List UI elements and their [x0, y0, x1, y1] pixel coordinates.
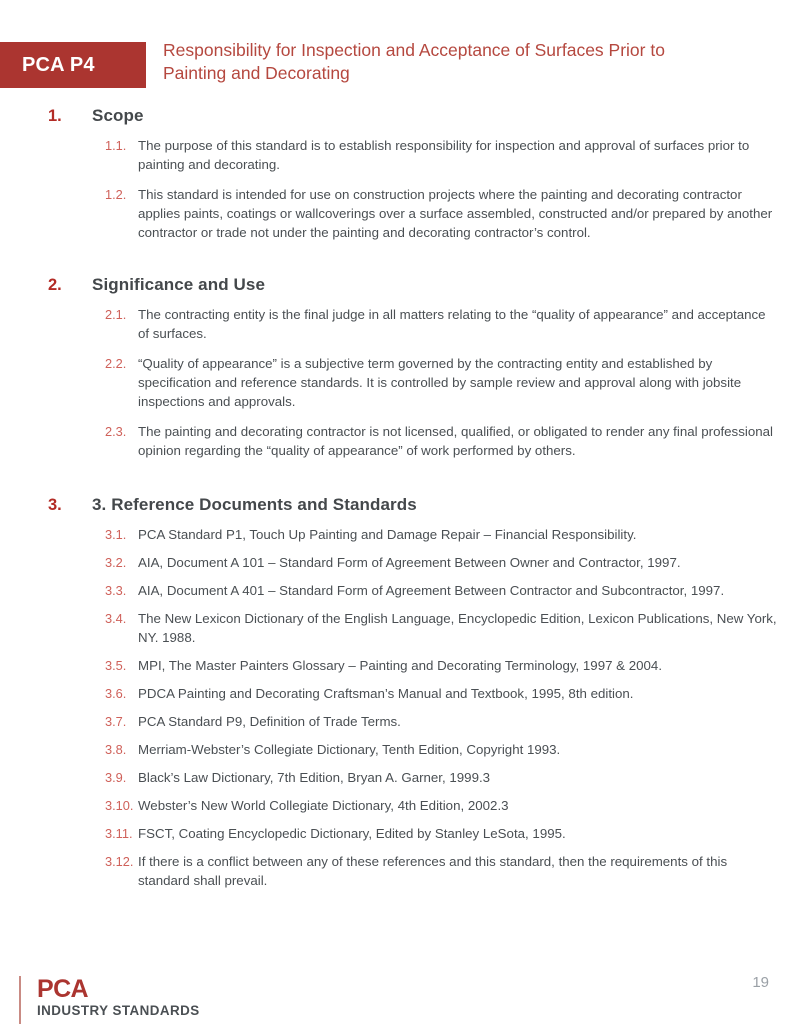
section-number: 3.: [48, 496, 62, 514]
section-title: Significance and Use: [92, 275, 265, 294]
pca-logo-wordmark: PCA: [37, 975, 88, 1003]
clause: [0, 609, 801, 656]
clause-text: “Quality of appearance” is a subjective term governed by the contracting entity and established by specification and reference standards. It is controlled by sample review and approval along with jobsite inspections and approvals.: [138, 356, 742, 409]
page-number: 19: [752, 974, 769, 991]
section-heading: [0, 489, 801, 525]
clause-text: Black’s Law Dictionary, 7th Edition, Bryan A. Garner, 1999.3: [138, 770, 491, 785]
clause-text: AIA, Document A 401 – Standard Form of Agreement Between Contractor and Subcontractor, 1997.: [138, 583, 725, 598]
clause: [0, 712, 801, 740]
clause-number: 3.5.: [105, 658, 127, 673]
clause-number: 2.2.: [105, 356, 127, 371]
clause: [0, 656, 801, 684]
section-number: 1.: [48, 107, 62, 125]
clause: [0, 354, 801, 422]
clause-number: 3.8.: [105, 742, 127, 757]
section-heading: [0, 100, 801, 136]
clause: [0, 136, 801, 185]
document-footer: [0, 960, 801, 1024]
section-spacer: [0, 253, 801, 269]
clause: [0, 684, 801, 712]
clause: [0, 581, 801, 609]
clause-text: PDCA Painting and Decorating Craftsman’s Manual and Textbook, 1995, 8th edition.: [138, 686, 634, 701]
section-title: 3. Reference Documents and Standards: [92, 495, 417, 514]
clause-number: 3.3.: [105, 583, 127, 598]
pca-logo: [37, 977, 200, 1019]
clause-text: If there is a conflict between any of these references and this standard, then the requirements of this standard shall prevail.: [138, 854, 728, 888]
section-heading: [0, 269, 801, 305]
standard-badge: [0, 42, 146, 88]
clause: [0, 422, 801, 471]
clause-number: 3.2.: [105, 555, 127, 570]
clause-number: 3.9.: [105, 770, 127, 785]
clause-number: 3.1.: [105, 527, 127, 542]
clause-text: FSCT, Coating Encyclopedic Dictionary, Edited by Stanley LeSota, 1995.: [138, 826, 566, 841]
clause-text: MPI, The Master Painters Glossary – Painting and Decorating Terminology, 1997 & 2004.: [138, 658, 663, 673]
clause: [0, 740, 801, 768]
clause-number: 3.10.: [105, 798, 134, 813]
clause-number: 2.3.: [105, 424, 127, 439]
clause-text: Webster’s New World Collegiate Dictionary, 4th Edition, 2002.3: [138, 798, 509, 813]
clause-text: PCA Standard P1, Touch Up Painting and Damage Repair – Financial Responsibility.: [138, 527, 637, 542]
clause-text: The purpose of this standard is to establish responsibility for inspection and approval of surfaces prior to painting and decorating.: [138, 138, 750, 172]
clause-text: The contracting entity is the final judge in all matters relating to the “quality of appearance” and acceptance of surfaces.: [138, 307, 766, 341]
clause-text: AIA, Document A 101 – Standard Form of Agreement Between Owner and Contractor, 1997.: [138, 555, 681, 570]
clause-number: 3.11.: [105, 826, 133, 841]
clause: [0, 305, 801, 354]
clause-text: This standard is intended for use on construction projects where the painting and decorating contractor applies paints, coatings or wallcoverings over a surface assembled, constructed and/or prepared by another contractor or trade not under the painting and decorating contractor’s control.: [138, 187, 773, 240]
clause-text: Merriam-Webster’s Collegiate Dictionary, Tenth Edition, Copyright 1993.: [138, 742, 561, 757]
clause-text: The painting and decorating contractor is not licensed, qualified, or obligated to render any final professional opinion regarding the “quality of appearance” of work performed by others.: [138, 424, 773, 458]
clause-text: PCA Standard P9, Definition of Trade Terms.: [138, 714, 401, 729]
clause-number: 3.12.: [105, 854, 134, 869]
clause-number: 1.2.: [105, 187, 127, 202]
section-title: Scope: [92, 106, 144, 125]
section-significance-and-use: [0, 269, 801, 471]
section-scope: [0, 100, 801, 253]
document-body: [0, 100, 801, 899]
section-reference-documents-and-standards: [0, 489, 801, 899]
footer-accent-rule: [19, 976, 21, 1024]
clause: [0, 185, 801, 253]
clause: [0, 852, 801, 899]
clause-number: 3.7.: [105, 714, 127, 729]
clause: [0, 796, 801, 824]
section-number: 2.: [48, 276, 62, 294]
clause: [0, 824, 801, 852]
pca-logo-tagline: INDUSTRY STANDARDS: [37, 1003, 200, 1018]
clause-number: 1.1.: [105, 138, 127, 153]
standard-badge-label: PCA P4: [22, 53, 95, 76]
clause: [0, 768, 801, 796]
clause: [0, 525, 801, 553]
clause-number: 2.1.: [105, 307, 127, 322]
document-header: [0, 42, 801, 90]
clause-number: 3.6.: [105, 686, 127, 701]
clause-text: The New Lexicon Dictionary of the English Language, Encyclopedic Edition, Lexicon Publications, New York, NY. 1988.: [138, 611, 777, 645]
clause: [0, 553, 801, 581]
section-spacer: [0, 471, 801, 489]
document-title: Responsibility for Inspection and Acceptance of Surfaces Prior to Painting and Decorating: [163, 40, 665, 83]
clause-number: 3.4.: [105, 611, 127, 626]
